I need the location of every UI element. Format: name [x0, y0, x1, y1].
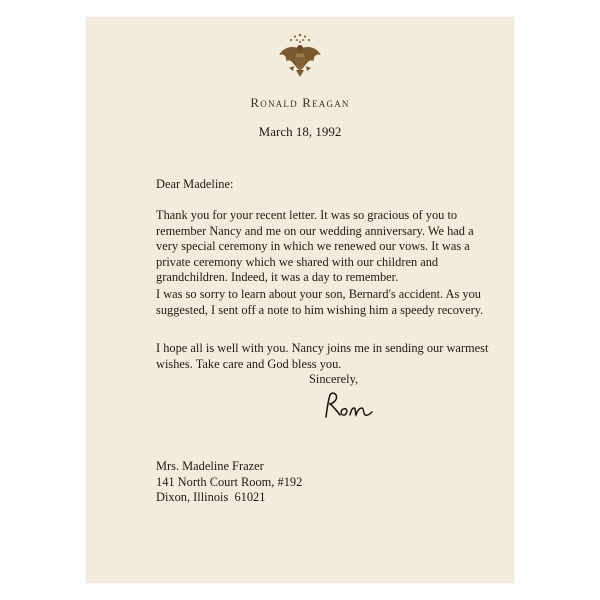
letter-date: March 18, 1992 [258, 124, 342, 139]
recipient-address [156, 459, 302, 506]
salutation: Dear Madeline: [156, 177, 234, 191]
presidential-eagle-seal-icon [276, 31, 324, 83]
recipient-name: Mrs. Madeline Frazer [156, 459, 264, 473]
letter-page [86, 17, 514, 583]
paragraph-1: Thank you for your recent letter. It was so gracious of you to remember Nancy and me on our wedding anniversary. We had a very special ceremony in which we renewed our vows. It was a private ceremony which we shared with our children and grandchildren. Indeed, it was a day to remember. [156, 208, 474, 285]
signature [320, 391, 384, 421]
closing: Sincerely, [309, 372, 359, 386]
recipient-city: Dixon, Illinois 61021 [156, 490, 266, 505]
paragraph-2: I was so sorry to learn about your son, Bernard's accident. As you suggested, I sent off a note to him wishing him a speedy recovery. [156, 287, 484, 317]
paragraph-3: I hope all is well with you. Nancy joins me in sending our warmest wishes. Take care and God bless you. [156, 341, 489, 371]
recipient-street: 141 North Court Room, #192 [156, 474, 303, 489]
letterhead-name: Ronald Reagan [250, 95, 350, 110]
